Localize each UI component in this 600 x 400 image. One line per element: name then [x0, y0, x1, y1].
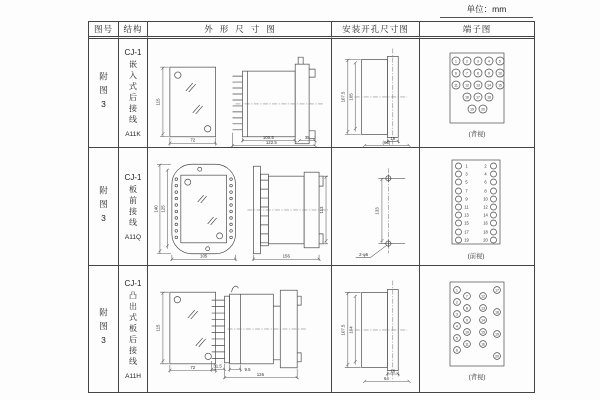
dim-label-126: 126 — [256, 372, 265, 378]
unit-label: 单位：mm — [440, 3, 533, 18]
row3-structure-cell — [119, 266, 148, 392]
svg-text:14: 14 — [483, 212, 488, 217]
dim-hole-height — [348, 295, 356, 365]
row2-fig-cell — [89, 148, 119, 266]
header-cell-terminal: 端子图 — [420, 22, 534, 39]
dim-label-107-5: 107.5 — [340, 324, 346, 336]
dim-label-64: (64) — [382, 139, 391, 145]
dim-label-133: 133 — [374, 206, 380, 215]
dim-label-115: 115 — [155, 97, 161, 105]
svg-text:1: 1 — [465, 163, 468, 168]
view-label: (前视) — [467, 252, 485, 260]
mount-holes — [384, 168, 405, 253]
svg-text:5: 5 — [465, 179, 468, 184]
dim-depth-total — [223, 364, 299, 379]
svg-text:4: 4 — [484, 171, 487, 176]
dim-label-72: 72 — [190, 137, 196, 143]
row1-terminal-cell — [420, 39, 534, 148]
row1-fig-cell — [89, 39, 119, 148]
svg-text:2: 2 — [466, 58, 468, 63]
outline-drawing-a11q — [148, 148, 331, 266]
row2-structure-cell — [119, 148, 148, 266]
svg-text:11: 11 — [465, 342, 469, 347]
dim-cutout-width — [363, 376, 410, 383]
svg-text:10: 10 — [483, 196, 488, 201]
svg-text:15: 15 — [481, 330, 485, 335]
svg-text:10: 10 — [498, 70, 502, 75]
svg-text:7: 7 — [465, 188, 468, 193]
svg-text:12: 12 — [481, 294, 485, 299]
svg-text:11: 11 — [464, 204, 469, 209]
svg-text:1: 1 — [456, 288, 458, 293]
dim-width — [168, 137, 217, 145]
svg-text:19: 19 — [495, 332, 499, 337]
svg-text:18: 18 — [483, 229, 488, 234]
dim-label-125: 125 — [160, 204, 166, 213]
install-drawing-a11h — [332, 266, 419, 392]
svg-text:17: 17 — [495, 288, 499, 293]
header-cell-fig: 图号 — [89, 22, 119, 39]
structure-model: CJ-1 — [124, 48, 142, 57]
svg-text:16: 16 — [465, 94, 469, 99]
row2-outline-cell — [148, 148, 332, 266]
structure-model: CJ-1 — [124, 278, 142, 288]
svg-text:4: 4 — [456, 324, 458, 329]
dim-label-156: 156 — [282, 253, 290, 259]
cutout-outline — [355, 281, 407, 380]
dim-label-35: 35 — [304, 134, 310, 140]
svg-text:6: 6 — [455, 70, 457, 75]
svg-text:18: 18 — [495, 310, 499, 315]
svg-text:7: 7 — [466, 294, 468, 299]
dim-label-105: 105 — [348, 92, 354, 101]
svg-text:6: 6 — [484, 179, 487, 184]
row3-terminal-cell — [420, 266, 534, 392]
dim-width — [168, 365, 217, 373]
svg-text:9: 9 — [466, 318, 468, 323]
svg-text:18: 18 — [487, 94, 491, 99]
header-cell-install: 安装开孔尺寸图 — [332, 22, 420, 39]
dim-hole-spacing — [375, 177, 386, 243]
row2-terminal-cell — [420, 148, 534, 266]
dim-cutout-width — [363, 140, 410, 147]
svg-text:16: 16 — [481, 342, 485, 347]
svg-text:11: 11 — [454, 82, 458, 87]
structure-code: A11H — [125, 372, 141, 380]
svg-text:15: 15 — [464, 220, 469, 225]
dim-label-2phi6: 2-φ6 — [359, 251, 369, 257]
outline-drawing-a11k — [148, 39, 331, 148]
dim-height — [155, 292, 168, 364]
svg-text:20: 20 — [481, 106, 485, 111]
fig-no: 附图3 — [98, 72, 109, 114]
structure-mounting: 嵌入式后接线 — [128, 60, 138, 126]
header-cell-structure: 结构 — [119, 22, 148, 39]
svg-text:2: 2 — [456, 300, 458, 305]
relay-front-view — [172, 164, 236, 254]
structure-code: A11Q — [124, 233, 142, 241]
view-label: (背视) — [468, 130, 486, 138]
view-label: (背视) — [468, 374, 486, 381]
svg-text:15: 15 — [498, 82, 502, 87]
svg-text:19: 19 — [470, 106, 474, 111]
relay-side-view — [212, 286, 307, 368]
dim-plate-width — [170, 253, 237, 260]
structure-mounting: 板前接线 — [128, 184, 138, 229]
terminal-strip-dots — [175, 177, 232, 238]
dim-label-16: 16 — [390, 135, 396, 141]
row2-install-cell — [332, 148, 420, 266]
dim-label-107-5: 107.5 — [340, 91, 346, 102]
svg-text:3: 3 — [456, 312, 458, 317]
svg-text:2: 2 — [484, 163, 487, 168]
row3-outline-cell — [148, 266, 332, 392]
svg-text:7: 7 — [466, 70, 468, 75]
svg-text:16: 16 — [483, 220, 488, 225]
svg-text:12: 12 — [465, 82, 469, 87]
dim-label-140: 140 — [153, 204, 159, 213]
dim-label-31-5: 31.5 — [213, 363, 222, 369]
hole-callout — [356, 245, 387, 257]
svg-text:17: 17 — [476, 94, 480, 99]
dim-label-9-5: 9.5 — [244, 367, 251, 373]
svg-text:17: 17 — [464, 229, 469, 234]
dim-label-113: 113 — [319, 206, 325, 213]
row1-outline-cell — [148, 39, 332, 148]
dim-height — [155, 66, 168, 136]
install-drawing-a11q — [332, 148, 419, 266]
terminal-circles — [452, 57, 504, 113]
terminal-drawing-front — [420, 148, 534, 266]
fig-no: 附图3 — [98, 308, 109, 350]
svg-text:13: 13 — [481, 306, 485, 311]
svg-text:10: 10 — [465, 330, 469, 335]
structure-code: A11K — [125, 131, 141, 138]
dim-label-72: 72 — [190, 364, 196, 370]
svg-text:8: 8 — [477, 70, 479, 75]
svg-text:9: 9 — [465, 196, 468, 201]
terminal-drawing-rear — [420, 266, 534, 392]
svg-text:6: 6 — [456, 348, 458, 353]
dim-depth — [252, 253, 321, 260]
outline-drawing-a11h — [148, 266, 331, 392]
row3-install-cell — [332, 266, 420, 392]
svg-text:14: 14 — [481, 318, 485, 323]
terminal-circles-right — [483, 163, 496, 243]
relay-side-view — [247, 166, 328, 254]
svg-text:3: 3 — [465, 171, 468, 176]
structure-mounting: 凸出式板后接线 — [128, 290, 138, 368]
dim-label-16: 16 — [390, 368, 396, 374]
dim-label-104: 104 — [348, 326, 354, 334]
svg-text:9: 9 — [488, 70, 490, 75]
dim-label-64: 64 — [383, 376, 389, 382]
spec-table — [88, 21, 535, 393]
svg-text:3: 3 — [477, 58, 479, 63]
relay-side-view — [233, 57, 324, 144]
cutout-outline — [355, 48, 407, 144]
header-cell-outline: 外形尺寸图 — [148, 22, 332, 39]
relay-front-view — [170, 67, 216, 137]
terminal-drawing-rear — [420, 39, 534, 148]
dim-label-105: 105 — [200, 253, 208, 259]
terminal-circles-left — [456, 163, 470, 243]
row3-fig-cell — [89, 266, 119, 392]
svg-text:14: 14 — [487, 82, 491, 87]
fig-no: 附图3 — [98, 185, 109, 228]
svg-text:20: 20 — [495, 354, 499, 359]
dim-label-100-5: 100.5 — [262, 134, 274, 140]
structure-model: CJ-1 — [124, 172, 142, 182]
svg-text:1: 1 — [455, 58, 457, 63]
dim-base-depth — [228, 365, 251, 372]
row1-structure-cell — [119, 39, 148, 148]
dim-label-122-5: 122.5 — [265, 139, 277, 145]
svg-text:20: 20 — [483, 237, 488, 242]
svg-text:8: 8 — [466, 306, 468, 311]
install-drawing-a11k — [332, 39, 419, 148]
dim-label-115: 115 — [155, 324, 161, 332]
svg-text:4: 4 — [488, 58, 490, 63]
dim-hole-span — [160, 168, 168, 248]
svg-text:12: 12 — [483, 204, 488, 209]
row1-install-cell — [332, 39, 420, 148]
svg-text:13: 13 — [476, 82, 480, 87]
svg-text:8: 8 — [484, 188, 487, 193]
svg-text:5: 5 — [456, 336, 458, 341]
dim-bezel — [298, 135, 317, 144]
svg-text:19: 19 — [464, 237, 469, 242]
relay-front-view — [170, 292, 216, 364]
terminal-circles — [454, 287, 501, 360]
svg-text:5: 5 — [499, 58, 501, 63]
svg-text:13: 13 — [464, 212, 469, 217]
dim-hole-height — [348, 61, 356, 131]
